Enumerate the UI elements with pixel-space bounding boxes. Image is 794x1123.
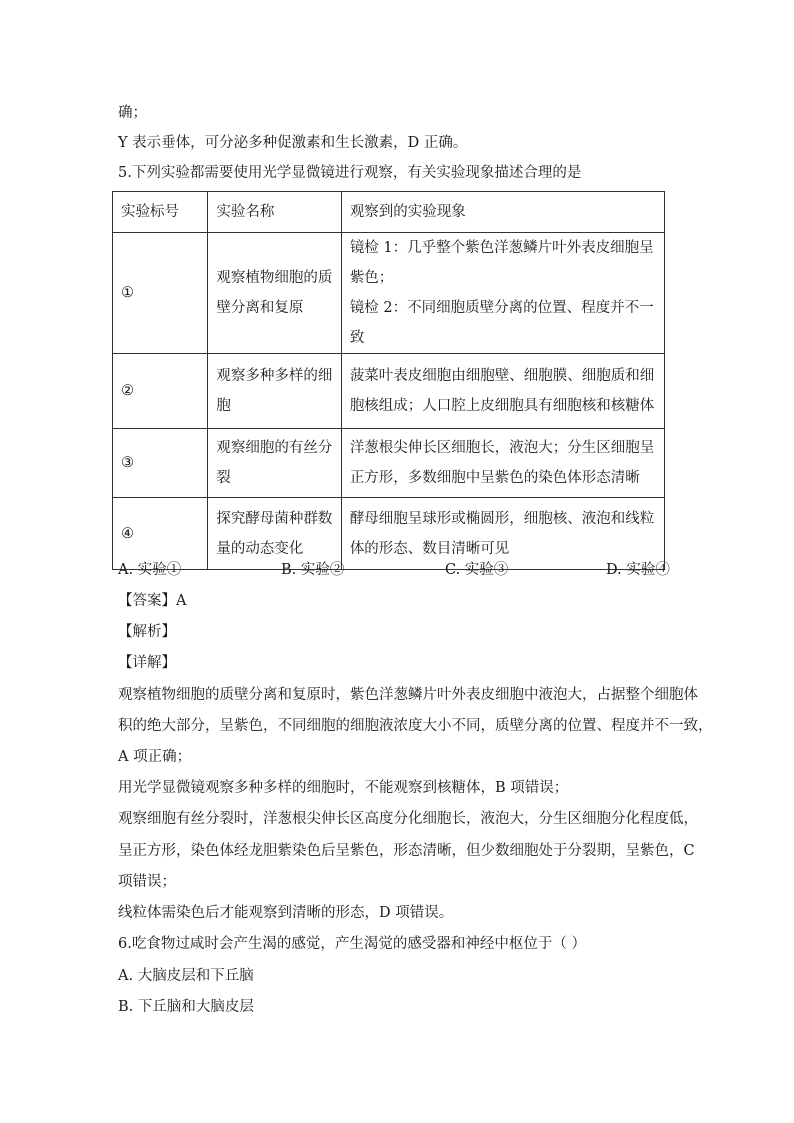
- result-line: 镜检 1：几乎整个紫色洋葱鳞片叶外表皮细胞呈紫色；: [349, 240, 654, 286]
- experiment-name-text: 探究酵母菌种群数量的动态变化: [216, 510, 333, 557]
- explanation-line: 项错误；: [118, 874, 176, 890]
- explanation-line: 线粒体需染色后才能观察到清晰的形态，D 项错误。: [118, 905, 454, 921]
- explanation-line: A 项正确；: [118, 749, 192, 765]
- experiment-result: [341, 498, 664, 570]
- option-b: B. 实验②: [281, 562, 345, 578]
- experiment-name: [208, 233, 341, 354]
- table-row: [113, 233, 665, 354]
- table-row: [113, 354, 665, 429]
- experiment-name-text: 观察多种多样的细胞: [216, 368, 333, 414]
- experiment-number: ④: [113, 498, 208, 570]
- result-line: 酵母细胞呈球形或椭圆形，细胞核、液泡和线粒体的形态、数目清晰可见: [349, 510, 655, 557]
- header-cell: 观察到的实验现象: [341, 192, 664, 233]
- experiment-name: [208, 429, 341, 498]
- table-header-row: [113, 192, 665, 233]
- prev-text-line: 确；: [118, 105, 147, 121]
- table-row: [113, 498, 665, 570]
- question-5-stem: 5.下列实验都需要使用光学显微镜进行观察，有关实验现象描述合理的是: [118, 165, 582, 181]
- experiment-result: [341, 354, 664, 429]
- experiment-result: [341, 429, 664, 498]
- header-cell: 实验名称: [208, 192, 341, 233]
- explanation-line: 观察细胞有丝分裂时，洋葱根尖伸长区高度分化细胞长，液泡大，分生区细胞分化程度低，: [118, 811, 698, 827]
- question-6-stem: 6.吃食物过咸时会产生渴的感觉，产生渴觉的感受器和神经中枢位于（ ）: [118, 936, 586, 952]
- prev-text-line: Y 表示垂体，可分泌多种促激素和生长激素，D 正确。: [118, 135, 468, 151]
- question-6-option-a: A. 大脑皮层和下丘脑: [118, 968, 254, 984]
- header-cell: 实验标号: [113, 192, 208, 233]
- option-a: A. 实验①: [118, 562, 182, 578]
- experiment-name-text: 观察植物细胞的质壁分离和复原: [216, 270, 333, 316]
- question-6-option-b: B. 下丘脑和大脑皮层: [118, 999, 254, 1015]
- experiment-number: ①: [113, 233, 208, 354]
- table-row: [113, 429, 665, 498]
- explanation-line: 呈正方形，染色体经龙胆紫染色后呈紫色，形态清晰，但少数细胞处于分裂期，呈紫色，C: [118, 843, 695, 859]
- result-line: 洋葱根尖伸长区细胞长，液泡大；分生区细胞呈正方形，多数细胞中呈紫色的染色体形态清晰: [349, 440, 655, 486]
- explanation-line: 积的绝大部分，呈紫色，不同细胞的细胞液浓度大小不同，质壁分离的位置、程度并不一致，: [118, 718, 713, 734]
- experiment-name: [208, 354, 341, 429]
- answer-label: 【答案】A: [118, 593, 187, 609]
- analysis-label: 【解析】: [118, 624, 176, 640]
- experiment-name-text: 观察细胞的有丝分裂: [216, 440, 333, 486]
- explanation-line: 用光学显微镜观察多种多样的细胞时，不能观察到核糖体，B 项错误；: [118, 780, 569, 796]
- experiment-number: ②: [113, 354, 208, 429]
- result-line: 镜检 2：不同细胞质壁分离的位置、程度并不一致: [349, 300, 654, 346]
- experiment-result: [341, 233, 664, 354]
- explanation-line: 观察植物细胞的质壁分离和复原时，紫色洋葱鳞片叶外表皮细胞中液泡大，占据整个细胞体: [118, 687, 698, 703]
- experiment-name: [208, 498, 341, 570]
- detail-label: 【详解】: [118, 655, 176, 671]
- option-d: D. 实验④: [606, 562, 670, 578]
- result-line: 菠菜叶表皮细胞由细胞壁、细胞膜、细胞质和细胞核组成；人口腔上皮细胞具有细胞核和核糖体: [349, 368, 655, 414]
- experiment-number: ③: [113, 429, 208, 498]
- experiment-table: [112, 191, 665, 570]
- option-c: C. 实验③: [445, 562, 509, 578]
